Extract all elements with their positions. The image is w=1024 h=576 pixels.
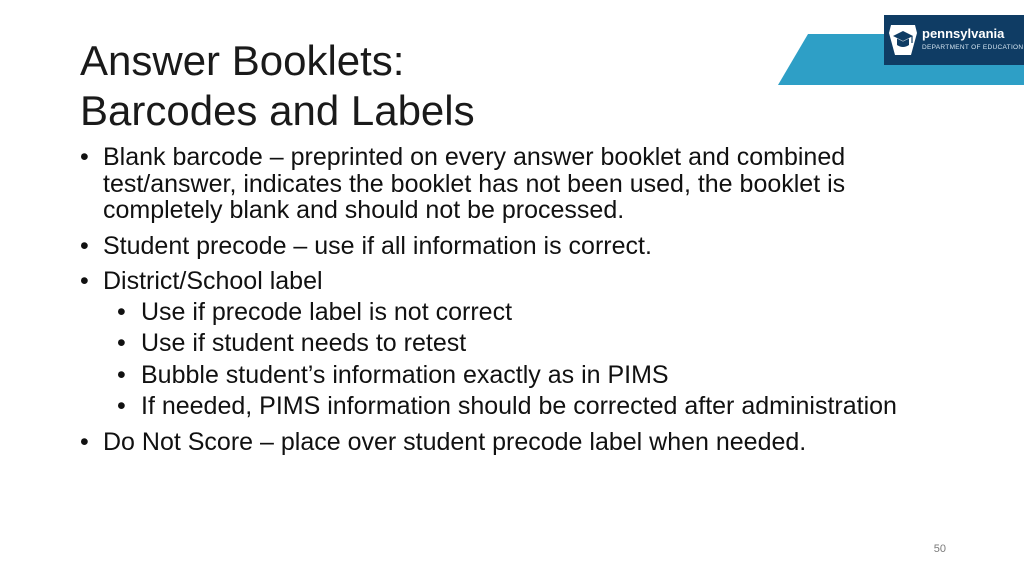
bullet-list <box>80 144 960 455</box>
sub-bullet-precode-incorrect: • Use if precode label is not correct <box>103 299 960 326</box>
logo-name: pennsylvania <box>922 26 1005 41</box>
slide-body <box>80 144 960 464</box>
title-line-1: Answer Booklets: <box>80 37 405 84</box>
pennsylvania-logo <box>884 15 1024 65</box>
bullet-label: District/School label <box>103 267 323 295</box>
bullet-do-not-score: • Do Not Score – place over student precode label when needed. <box>80 429 960 456</box>
sub-bullet-retest: • Use if student needs to retest <box>103 330 960 357</box>
bullet-student-precode: • Student precode – use if all information is correct. <box>80 233 960 260</box>
bullet-blank-barcode: • Blank barcode – preprinted on every answer booklet and combined test/answer, indicates the booklet has not been used, the booklet is completely blank and should not be processed. <box>80 144 960 224</box>
slide-title <box>80 36 475 136</box>
sub-bullet-list <box>103 299 960 420</box>
bullet-district-school-label <box>80 268 960 420</box>
title-line-2: Barcodes and Labels <box>80 87 475 134</box>
sub-bullet-bubble-info: • Bubble student’s information exactly as in PIMS <box>103 362 960 389</box>
page-number: 50 <box>933 543 946 555</box>
logo-subtitle: DEPARTMENT OF EDUCATION <box>922 44 1024 51</box>
sub-bullet-pims-correction: • If needed, PIMS information should be corrected after administration <box>103 393 960 420</box>
keystone-graduation-cap-icon <box>888 24 918 56</box>
